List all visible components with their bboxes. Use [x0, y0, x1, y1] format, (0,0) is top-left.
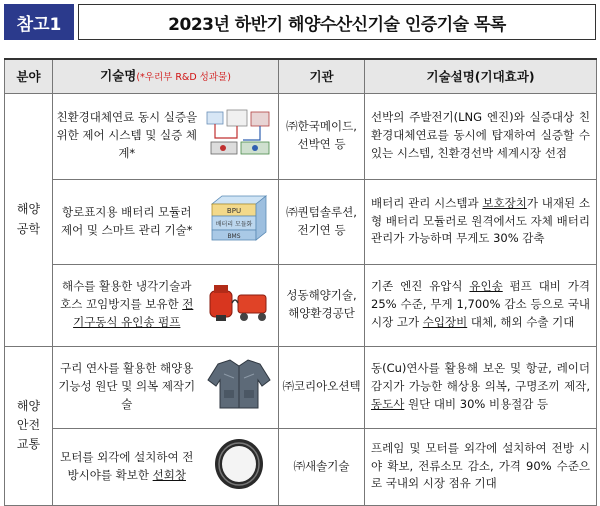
category-marine-engineering: 해양 공학	[5, 93, 53, 346]
underlined-term: 수입장비	[422, 314, 468, 329]
col-header-desc: 기술설명(기대효과)	[365, 59, 597, 93]
col-header-tech-name	[53, 59, 279, 93]
table-header-row	[5, 59, 597, 93]
table-row	[5, 346, 597, 428]
reference-tag: 참고1	[4, 4, 74, 40]
jacket-icon	[204, 356, 274, 412]
col-header-org: 기관	[279, 59, 365, 93]
tech-description: 기존 엔진 유압식 유인송 펌프 대비 가격 25% 수준, 무게 1,700% 감소 등으로 국내 시장 고가 수입장비 대체, 해외 수출 기대	[365, 264, 597, 346]
tech-list-table	[4, 58, 597, 506]
ship-engine-control-system-image	[201, 93, 279, 179]
col-header-category: 분야	[5, 59, 53, 93]
tech-name: 친환경대체연료 동시 실증을 위한 제어 시스템 및 실증 체계*	[53, 93, 201, 179]
ship-engine-diagram-icon	[203, 104, 275, 162]
tech-description: 선박의 주발전기(LNG 엔진)와 실증대상 친환경대체연료를 동시에 탑재하여 실증할 수 있는 시스템, 친환경선박 세계시장 선점	[365, 93, 597, 179]
tech-description: 프레임 및 모터를 외각에 설치하여 전방 시야 확보, 전류소모 감소, 가격 90% 수준으로 국내외 시장 점유 기대	[365, 428, 597, 505]
bpu-label: BPU	[227, 206, 242, 215]
tech-name: 해수를 활용한 냉각기술과 호스 꼬임방지를 보유한 전기구동식 유인송 펌프	[53, 264, 201, 346]
table-row	[5, 179, 597, 264]
rotating-window-image	[201, 428, 279, 505]
tech-name: 항로표지용 배터리 모듈러 제어 및 스마트 관리 기술*	[53, 179, 201, 264]
tech-name-label: 기술명	[100, 68, 137, 84]
header	[4, 4, 596, 40]
rotating-window-icon	[204, 436, 274, 492]
underlined-term: 선회창	[152, 467, 186, 482]
category-marine-safety: 해양 안전 교통	[5, 346, 53, 505]
table-row	[5, 428, 597, 505]
electric-oil-pump-image	[201, 264, 279, 346]
table-row	[5, 264, 597, 346]
page-title: 2023년 하반기 해양수산신기술 인증기술 목록	[78, 4, 596, 40]
underlined-term: 전기구동식 유인송 펌프	[73, 297, 194, 329]
underlined-term: 동도사	[371, 396, 405, 411]
tech-name: 구리 연사를 활용한 해양용 기능성 원단 및 의복 제작기술	[53, 346, 201, 428]
underlined-term: 보호장치	[482, 195, 527, 210]
underlined-term: 유인송	[469, 279, 503, 294]
org-name: ㈜코리아오션텍	[279, 346, 365, 428]
table-row	[5, 93, 597, 179]
module-label: 배터리 모듈화	[215, 220, 253, 228]
bms-label: BMS	[227, 232, 241, 240]
oil-pump-icon	[204, 277, 274, 327]
battery-module-image	[201, 179, 279, 264]
org-name: ㈜한국메이드, 선박연 등	[279, 93, 365, 179]
org-name: ㈜퀀텀솔루션, 전기연 등	[279, 179, 365, 264]
functional-jacket-image	[201, 346, 279, 428]
battery-module-icon	[204, 190, 274, 248]
tech-description: 배터리 관리 시스템과 보호장치가 내재된 소형 배터리 모듈러로 원격에서도 자체 배터리 관리가 가능하며 무게도 30% 감축	[365, 179, 597, 264]
tech-name: 모터를 외각에 설치하여 전방시야를 확보한 선회창	[53, 428, 201, 505]
tech-name-note: (*우리부 R&D 성과물)	[136, 72, 231, 84]
org-name: ㈜새솔기술	[279, 428, 365, 505]
tech-description: 동(Cu)연사를 활용해 보온 및 항균, 레이더 감지가 가능한 해상용 의복, 구명조끼 제작, 동도사 원단 대비 30% 비용절감 등	[365, 346, 597, 428]
org-name: 성동해양기술, 해양환경공단	[279, 264, 365, 346]
